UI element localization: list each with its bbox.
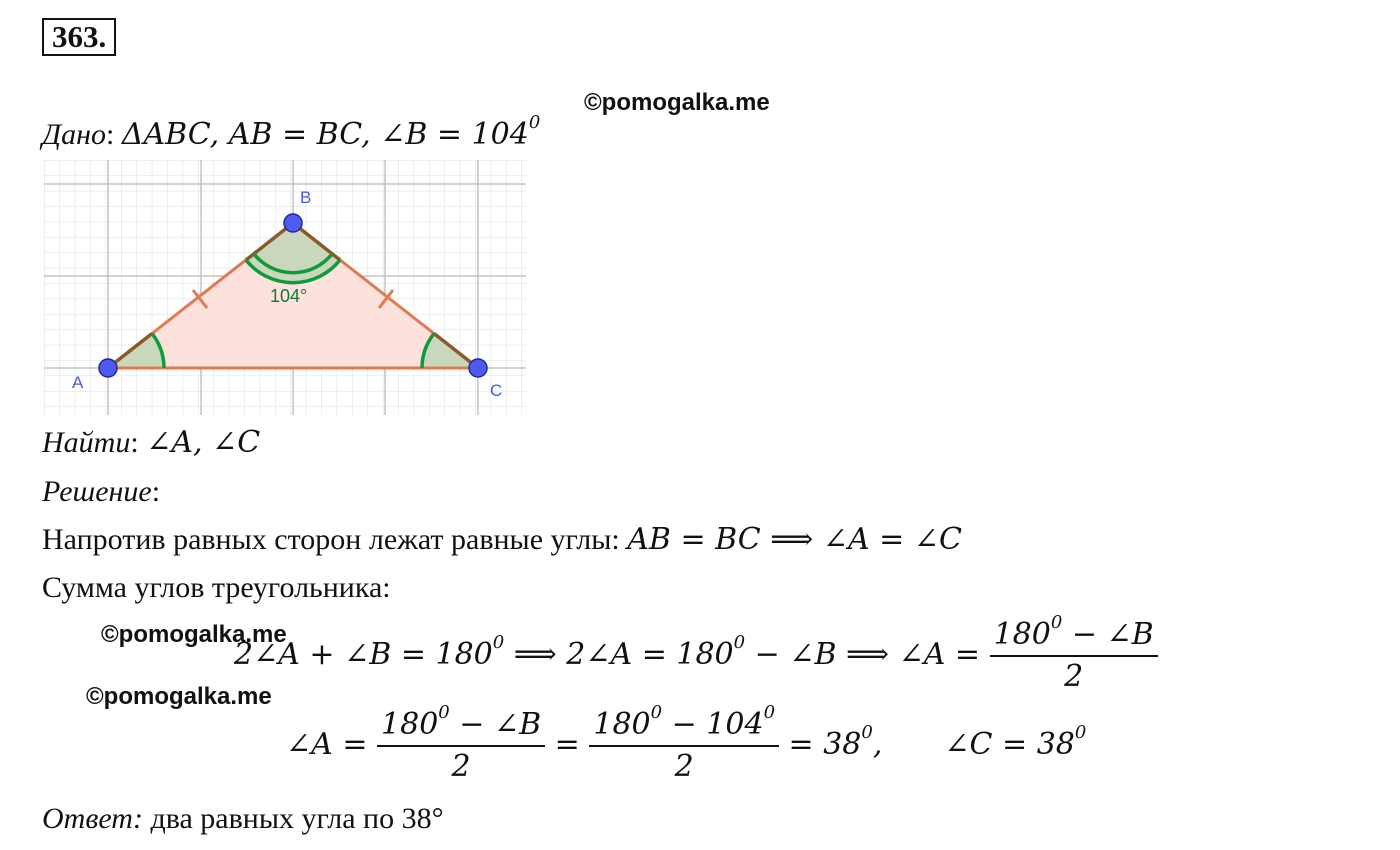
vertex-b-label: B (300, 188, 312, 207)
find-math: ∠A, ∠C (146, 425, 261, 460)
eq2-lhs: ∠A = (286, 727, 378, 762)
find-line (42, 425, 260, 461)
eq2-f2-den: 2 (674, 749, 694, 784)
eq1-exp-2: 0 (733, 631, 746, 653)
eq2-f2-num (589, 701, 779, 747)
find-colon: : (130, 426, 139, 459)
eq2-f2-num-b: − 104 (662, 707, 764, 742)
triangle-figure (44, 160, 526, 415)
eq1-mid2-text: − ∠B ⟹ ∠A = (745, 637, 990, 672)
solution-colon: : (151, 475, 161, 508)
eq2-f1-num-b: − ∠B (449, 707, 542, 742)
answer-text: два равных угла по 38° (142, 802, 444, 835)
eq2-f2-exp-2: 0 (763, 701, 776, 723)
eq2-result (779, 721, 883, 762)
eq1-mid-text: ⟹ 2∠A = 180 (504, 637, 734, 672)
eq2-comma: , (872, 727, 883, 762)
given-text: ΔABC, AB = BC, ∠B = 104 (121, 117, 529, 152)
eq1-left (234, 631, 505, 672)
answer-label: Ответ: (42, 802, 143, 835)
eq2-f1-num (377, 701, 545, 747)
vertex-a-label: A (72, 373, 84, 392)
given-math (121, 111, 541, 152)
vertex-c-point (469, 359, 487, 377)
eq2-fraction-2 (589, 701, 779, 785)
eq2-result-text: = 38 (779, 727, 862, 762)
eq1-mid (504, 631, 990, 672)
step1-line (42, 522, 962, 558)
angle-b-label: 104° (270, 286, 308, 306)
eq1-left-text: 2∠A + ∠B = 180 (234, 637, 493, 672)
eq1-frac-exp: 0 (1050, 611, 1063, 633)
solution-label: Решение (42, 475, 152, 508)
vertex-c-label: C (490, 381, 503, 400)
eq1-fraction (990, 611, 1158, 695)
equation-1 (234, 611, 1158, 695)
eq2-fraction-1 (377, 701, 545, 785)
eq1-frac-num-a: 180 (993, 617, 1051, 652)
given-label: Дано (42, 118, 106, 151)
eq2-f2-exp-1: 0 (650, 701, 663, 723)
eq2-f1-num-a: 180 (381, 707, 439, 742)
step2-line: Сумма углов треугольника: (42, 571, 391, 604)
watermark: ©pomogalka.me (584, 89, 770, 116)
eq2-c-text: ∠C = 38 (944, 727, 1075, 762)
solution-line (42, 474, 160, 510)
answer-line (42, 801, 444, 837)
step1-math: AB = BC ⟹ ∠A = ∠C (627, 522, 962, 557)
vertex-b-point (284, 214, 302, 232)
step1-text: Напротив равных сторон лежат равные углы: (42, 523, 628, 556)
eq2-f2-num-a: 180 (593, 707, 651, 742)
eq2-f1-den: 2 (451, 749, 471, 784)
vertex-a-point (99, 359, 117, 377)
find-label: Найти (42, 426, 131, 459)
given-exp: 0 (528, 111, 541, 133)
watermark: ©pomogalka.me (86, 683, 272, 710)
watermark: ©pomogalka.me (101, 621, 287, 648)
eq1-frac-den: 2 (1064, 659, 1084, 694)
eq1-frac-num (990, 611, 1158, 657)
eq1-frac-num-b: − ∠B (1062, 617, 1154, 652)
problem-number: 363. (42, 18, 116, 56)
eq2-equals: = (545, 727, 590, 762)
given-colon: : (105, 118, 115, 151)
equation-2 (286, 701, 1087, 785)
eq2-c-part (944, 721, 1087, 762)
eq1-exp-1: 0 (492, 631, 505, 653)
given-line (42, 111, 541, 153)
eq2-f1-exp: 0 (438, 701, 450, 723)
eq2-result-exp: 0 (861, 721, 873, 743)
eq2-c-exp: 0 (1074, 721, 1087, 743)
